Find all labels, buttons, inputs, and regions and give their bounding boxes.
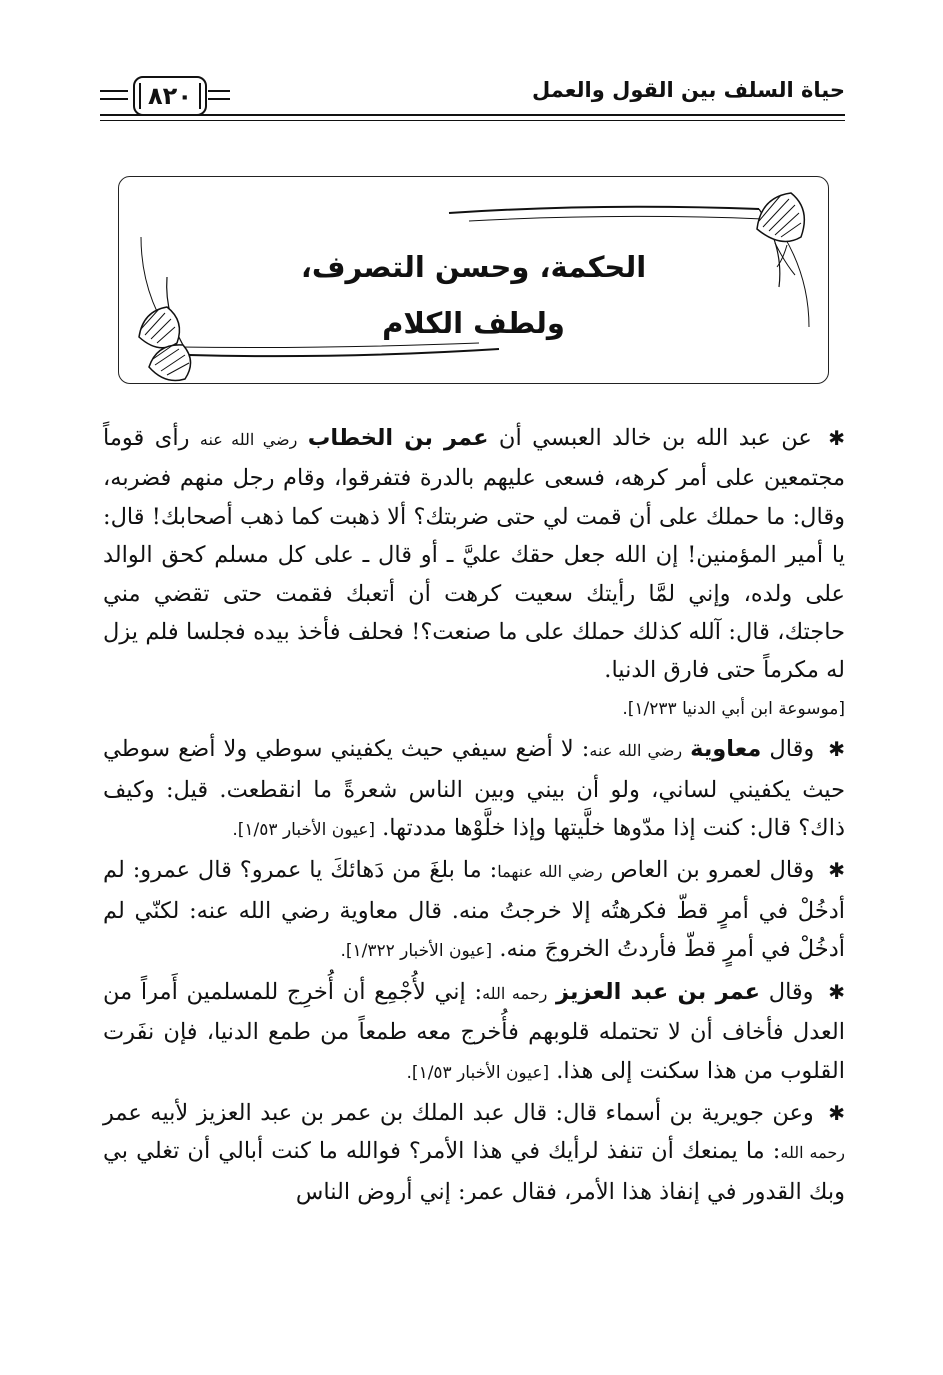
asterisk-bullet-icon: ✱ xyxy=(828,737,846,762)
running-header xyxy=(100,70,845,120)
chapter-title-line-2: ولطف الكلام xyxy=(382,306,565,340)
page-number-text: ٨٢٠ xyxy=(148,82,192,110)
body-text xyxy=(103,419,845,1213)
paragraph-text: وقال لعمرو بن العاص xyxy=(610,857,815,884)
honorific-glyph: رضي الله عنه xyxy=(199,430,298,449)
chapter-title-line-1: الحكمة، وحسن التصرف، xyxy=(300,250,647,284)
honorific-glyph: رضي الله عنه xyxy=(589,741,683,761)
paragraph-text: رأى قوماً مجتمعين على أمر كرهه، فسعى عليهم بالدرة فتفرقوا، وقام رجل منهم فضربه، وقال: ما حملك على أن قمت لي حتى ضربتك؟ ألا ذهبت كما ذهب أصحابك! قال: يا أمير المؤمنين! إن الله جعل حقك عليَّ ـ أو قال ـ على كل مسلم كحق الوالد على ولده، وإني لمَّا رأيتك سعيت كرهت أن أتعبك فقمت حتى تقضي مني حاجتك، قال: آلله كذلك حملك على ما صنعت؟! فحلف فأخذ بيده فجلسا فلم يزل له مكرماً حتى فارق الدنيا. xyxy=(103,425,845,684)
honorific-glyph: رحمه الله xyxy=(482,983,548,1003)
paragraph-text: وقال xyxy=(768,978,814,1005)
paragraph-amr-ibn-al-as xyxy=(103,851,845,970)
source-citation: [عيون الأخبار ١/٥٣]. xyxy=(406,1062,550,1083)
source-citation: [موسوعة ابن أبي الدنيا ١/٢٣٣]. xyxy=(622,698,845,719)
chapter-heading-frame xyxy=(118,176,829,384)
paragraph-text: وقال xyxy=(769,736,815,763)
paragraph-text: وعن جويرية بن أسماء قال: قال عبد الملك بن عمر بن عبد العزيز لأبيه عمر xyxy=(103,1099,814,1126)
person-name: عمر بن عبد العزيز xyxy=(555,978,761,1005)
paragraph-juwayriya xyxy=(103,1094,845,1211)
paragraph-text: : ما بلغَ من دَهائكَ يا عمرو؟ قال عمرو: لم أدخُلْ في أمرٍ قطّ فكرهتُه إلا خرجتُ منه. قال معاوية رضي الله عنه: لكنّي لم أدخُلْ في أمرٍ قطّ فأردتُ الخروجَ منه. xyxy=(103,857,845,963)
honorific-glyph: رحمه الله xyxy=(780,1143,845,1163)
paragraph-text: : ما يمنعك أن تنفذ لرأيك في هذا الأمر؟ فوالله ما كنت أبالي أن تغلي بي وبك القدور في إنفاذ هذا الأمر، فقال عمر: إني أروض الناس xyxy=(103,1138,845,1205)
asterisk-bullet-icon: ✱ xyxy=(828,979,845,1004)
source-citation: [عيون الأخبار ١/٥٣]. xyxy=(232,820,375,841)
chapter-title xyxy=(119,239,828,351)
header-rule xyxy=(100,114,845,121)
header-dash-ornament xyxy=(100,90,128,100)
source-citation: [عيون الأخبار ١/٣٢٢]. xyxy=(340,941,493,962)
honorific-glyph: رضي الله عنهما xyxy=(497,862,603,882)
person-name: عمر بن الخطاب xyxy=(307,425,489,451)
paragraph-text: عن عبد الله بن خالد العبسي أن xyxy=(498,425,812,451)
asterisk-bullet-icon: ✱ xyxy=(828,426,845,450)
header-dash-ornament xyxy=(208,90,230,100)
page-number xyxy=(133,76,207,116)
person-name: معاوية xyxy=(690,736,762,763)
asterisk-bullet-icon: ✱ xyxy=(828,1100,845,1125)
paragraph-muawiya xyxy=(103,730,845,849)
paragraph-umar-ibn-al-khattab xyxy=(103,419,845,728)
book-title: حياة السلف بين القول والعمل xyxy=(531,78,845,102)
paragraph-text: : إني لأُجْمِع أن أُخرِج للمسلمين أَمراً من العدل فأخاف أن لا تحتمله قلوبهم فأُخرج معه طمعاً من طمع الدنيا، فإن نفَرت القلوب من هذا سكنت إلى هذا. xyxy=(103,978,845,1084)
paragraph-text: : لا أضع سيفي حيث يكفيني سوطي ولا أضع سوطي حيث يكفيني لساني، ولو أن بيني وبين الناس شعرةً ما انقطعت. قيل: وكيف ذاك؟ قال: كنت إذا مدّوها خلَّيتها وإذا خلَّوْها مددتها. xyxy=(103,736,845,842)
paragraph-umar-ibn-abd-al-aziz xyxy=(103,973,845,1092)
asterisk-bullet-icon: ✱ xyxy=(828,858,846,883)
